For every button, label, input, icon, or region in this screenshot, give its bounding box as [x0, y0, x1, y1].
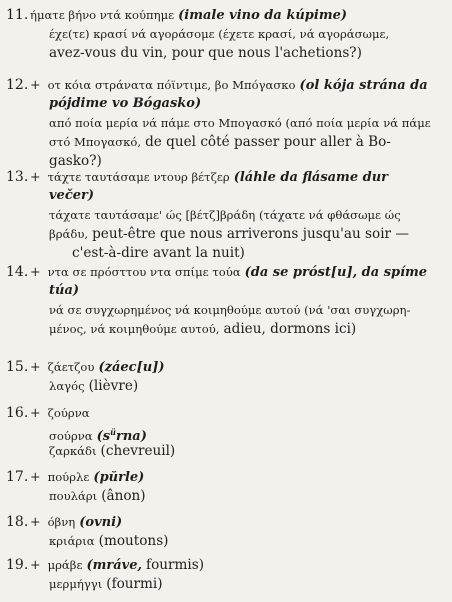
greek-transcription: ήματε βήνο ντά κούπημε [30, 8, 175, 22]
greek-transcription: ντα σε πρόσττου ντα σπίμε τούα [47, 265, 241, 279]
french-translation: avez-vous du vin, pour que nous l'achetions?) [49, 45, 362, 61]
entry-headline [30, 468, 144, 487]
transliteration-cont: večer) [49, 188, 95, 203]
greek-translation: κριάρια [49, 534, 95, 548]
translation-line [49, 575, 163, 593]
translation-line [49, 532, 168, 550]
entry-number: 11. [6, 7, 29, 23]
greek-transcription: τάχτε ταυτάσαμε ντουρ βέτζερ [47, 170, 230, 184]
plus-marker: + [30, 405, 41, 420]
french-translation: (fourmi) [106, 576, 163, 592]
plus-marker: + [30, 469, 41, 484]
plus-marker: + [30, 169, 41, 184]
greek-translation: από ποία μερία νά πάμε στο Μπογασκό (από ποία μερία νά πάμε [49, 116, 431, 130]
plus-marker: + [30, 514, 41, 529]
plus-marker: + [30, 359, 41, 374]
transliteration: (ol kója strána da [299, 78, 428, 93]
french-translation: peut-être que nous arriverons jusqu'au soir — [92, 226, 409, 242]
transliteration: (imale vino da kúpime) [178, 8, 348, 23]
greek-translation-cont: στό Μπογασκό, [49, 135, 142, 149]
greek-transcription: ζάετζου [47, 360, 95, 374]
transliteration: (pŭrle) [93, 470, 145, 485]
entry-number: 16. [6, 405, 29, 421]
greek-translation: τάχατε ταυτάσαμε' ώς [βέτζ]βράδη (τάχατε νά φθάσωμε ώς [49, 208, 401, 222]
greek-transcription: πούρλε [47, 470, 90, 484]
greek-transcription: μράβε [47, 558, 83, 572]
entry-number: 14. [6, 264, 29, 280]
transliteration: $(s^ürna)$ [96, 427, 147, 444]
translation-line [49, 133, 391, 151]
greek-transcription: ζούρνα [47, 406, 90, 420]
french-translation: adieu, dormons ici) [223, 321, 357, 337]
greek-variant: σούρνα [49, 429, 93, 443]
entry-headline [30, 263, 427, 282]
transliteration: (ovni) [79, 515, 123, 530]
entry-number: 17. [6, 469, 29, 485]
transliteration-cont: pójdime vo Bógasko) [49, 96, 202, 111]
french-translation: (chevreuil) [100, 443, 176, 459]
french-translation: (ânon) [101, 488, 146, 504]
french-translation-cont: c'est-à-dire avant la nuit) [72, 245, 245, 261]
plus-marker: + [30, 557, 41, 572]
greek-translation-cont: βράδυ, [49, 227, 89, 241]
translation-line [49, 225, 409, 243]
entry-number: 19. [6, 557, 29, 573]
entry-headline [30, 358, 165, 377]
translation-line [49, 487, 146, 505]
greek-translation: έχε(τε) κρασί νά αγοράσομε (έχετε κρασί, νά αγοράσωμε, [49, 27, 390, 41]
greek-translation: πουλάρι [49, 489, 98, 503]
greek-translation-cont: μένος, νά κοιμηθούμε αυτού, [49, 322, 220, 336]
greek-translation: μερμήγγι [49, 577, 103, 591]
transliteration-cont: túa) [49, 283, 80, 298]
french-gloss: fourmis) [146, 557, 205, 573]
greek-translation: λαγός [49, 379, 85, 393]
entry-number: 18. [6, 514, 29, 530]
entry-headline [30, 168, 388, 187]
entry-number: 12. [6, 77, 29, 93]
translation-line [49, 377, 138, 395]
translation-line [49, 442, 175, 460]
entry-headline [30, 556, 204, 575]
transliteration: (mráve, [86, 558, 143, 573]
french-translation: de quel côté passer pour aller à Bo- [145, 134, 391, 150]
transliteration: (da se próst[u], da spíme [244, 265, 428, 280]
greek-transcription: όβνη [47, 515, 76, 529]
french-translation: (lièvre) [88, 378, 139, 394]
greek-translation: νά σε συγχωρημένος νά κοιμηθούμε αυτού (νά 'σαι συγχωρη- [49, 303, 411, 317]
greek-transcription: οτ κόια στράνατα πόϊντιμε, βο Μπόγασκο [47, 78, 296, 92]
entry-headline [30, 404, 90, 422]
plus-marker: + [30, 77, 41, 92]
entry-number: 15. [6, 359, 29, 375]
greek-translation: ζαρκάδι [49, 444, 97, 458]
translation-line [49, 320, 356, 338]
entry-headline [30, 513, 122, 532]
french-translation: (moutons) [98, 533, 169, 549]
entry-headline [30, 76, 428, 95]
entry-headline [30, 6, 347, 25]
entry-number: 13. [6, 169, 29, 185]
plus-marker: + [30, 264, 41, 279]
transliteration: (láhle da flásame dur [233, 170, 389, 185]
transliteration: (záec[u]) [98, 360, 165, 375]
french-translation-cont: gasko?) [49, 153, 102, 169]
